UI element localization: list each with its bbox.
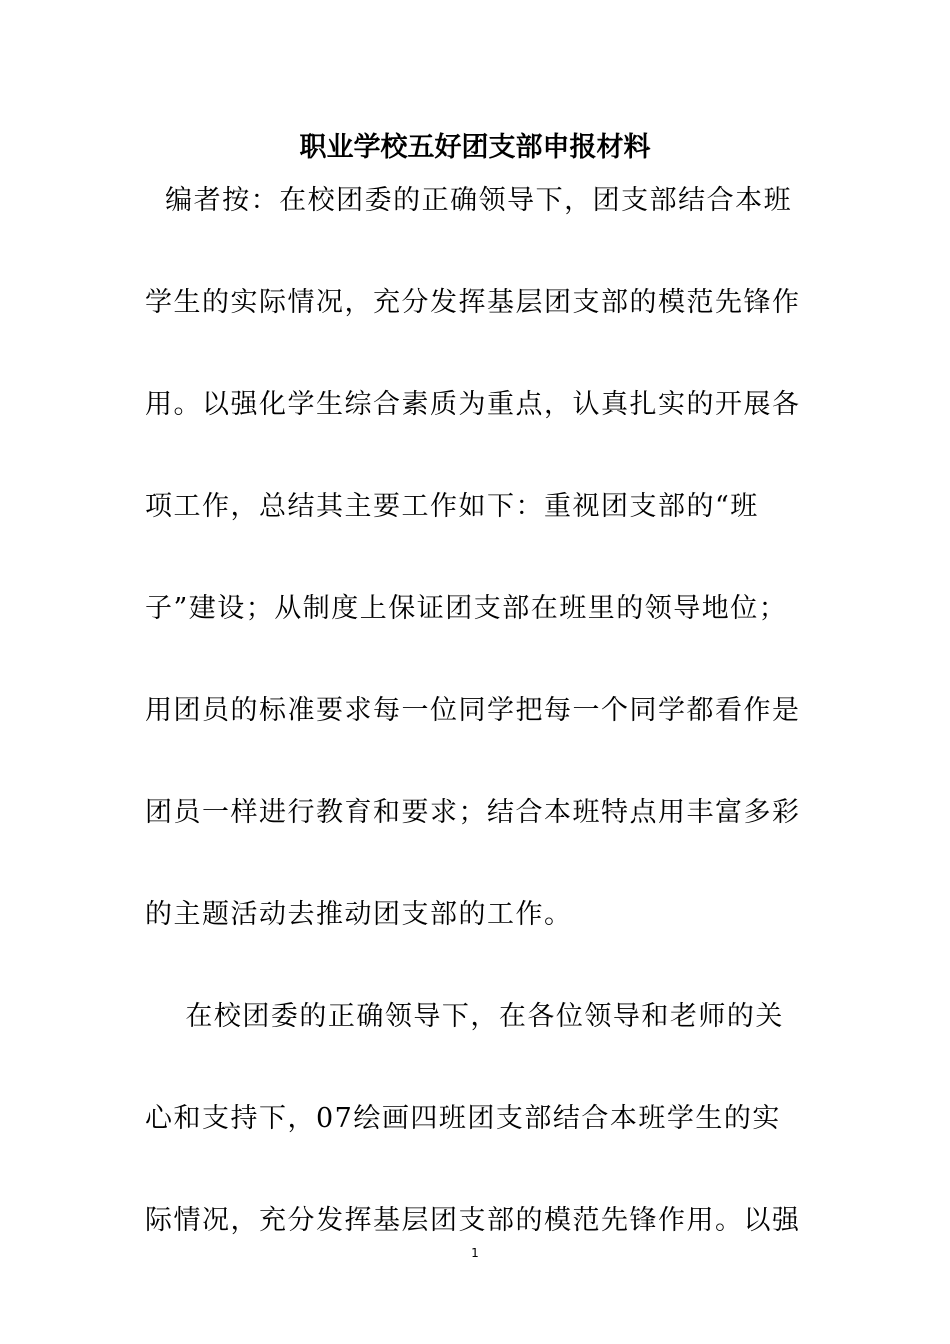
body-line: 的主题活动去推动团支部的工作。	[145, 899, 573, 930]
body-line: 际情况，充分发挥基层团支部的模范先锋作用。以强	[145, 1205, 801, 1236]
body-line: 学生的实际情况，充分发挥基层团支部的模范先锋作	[145, 287, 801, 318]
page-number: 1	[471, 1246, 479, 1260]
body-line: 团员一样进行教育和要求；结合本班特点用丰富多彩	[145, 797, 801, 828]
body-line: 在校团委的正确领导下，在各位领导和老师的关	[145, 1001, 784, 1032]
body-line: 项工作，总结其主要工作如下：重视团支部的“班	[145, 491, 759, 522]
document-body	[145, 176, 807, 1298]
body-line: 用团员的标准要求每一位同学把每一个同学都看作是	[145, 695, 801, 726]
body-line: 用。以强化学生综合素质为重点，认真扎实的开展各	[145, 389, 801, 420]
document-title: 职业学校五好团支部申报材料	[299, 132, 651, 163]
body-line: 子”建设；从制度上保证团支部在班里的领导地位；	[145, 593, 788, 624]
body-line: 心和支持下，07绘画四班团支部结合本班学生的实	[145, 1103, 781, 1134]
body-line: 编者按：在校团委的正确领导下，团支部结合本班	[145, 185, 793, 216]
